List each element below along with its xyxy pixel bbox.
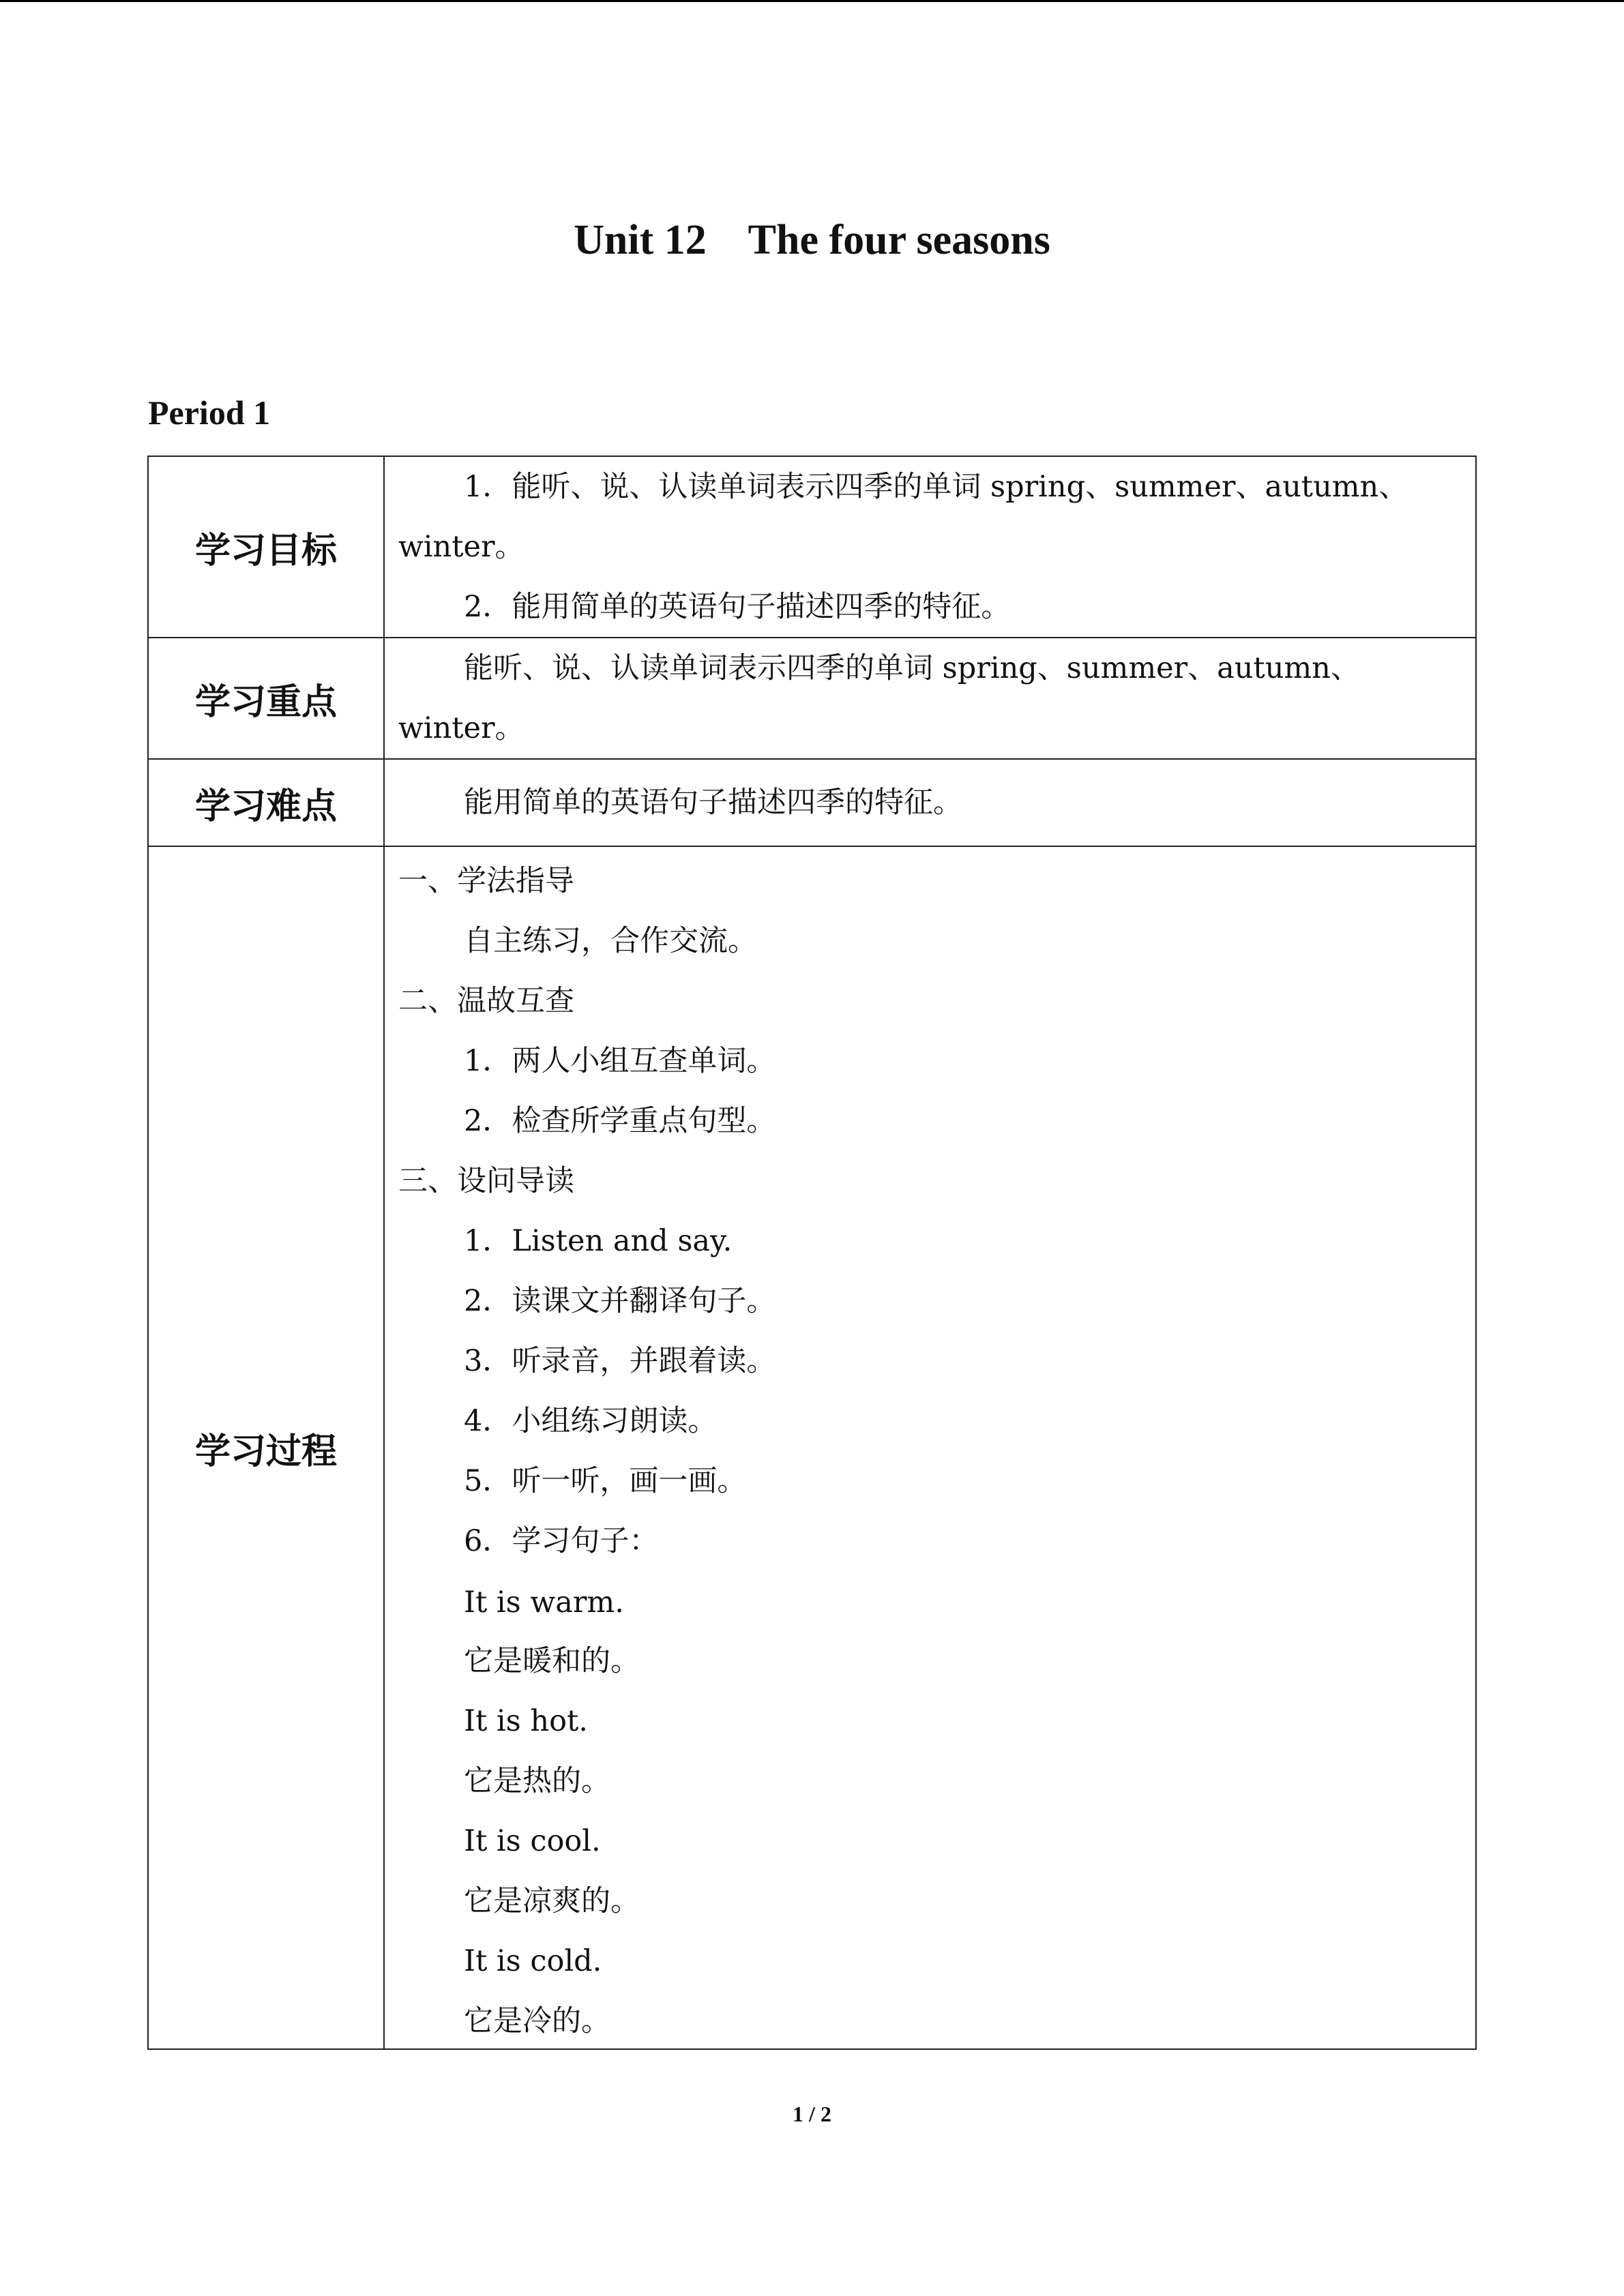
process-line: 1．两人小组互查单词。 bbox=[464, 1044, 776, 1078]
process-line: 它是冷的。 bbox=[464, 2004, 610, 2038]
page-top-border bbox=[0, 0, 1624, 2]
process-cell bbox=[384, 846, 1476, 2049]
objectives-header: 学习目标 bbox=[148, 456, 384, 638]
process-line: 它是凉爽的。 bbox=[464, 1884, 640, 1918]
process-line: It is warm. bbox=[464, 1585, 624, 1620]
process-line: 2．检查所学重点句型。 bbox=[464, 1104, 776, 1138]
table-row-process bbox=[148, 846, 1476, 2049]
process-line: 2．读课文并翻译句子。 bbox=[464, 1284, 776, 1318]
table-row-key-points bbox=[148, 638, 1476, 759]
process-line: 1．Listen and say. bbox=[464, 1224, 733, 1258]
process-line: 它是热的。 bbox=[464, 1764, 610, 1798]
process-line: 三、设问导读 bbox=[398, 1164, 574, 1198]
lesson-plan-table bbox=[147, 456, 1477, 2050]
process-line: 它是暖和的。 bbox=[464, 1644, 640, 1678]
process-line: It is cold. bbox=[464, 1944, 602, 1978]
table-row-difficulties bbox=[148, 759, 1476, 846]
process-header: 学习过程 bbox=[148, 846, 384, 2049]
process-line: 6．学习句子： bbox=[464, 1524, 659, 1558]
key-points-cell bbox=[384, 638, 1476, 759]
difficulties-cell bbox=[384, 759, 1476, 846]
process-line: It is cool. bbox=[464, 1824, 601, 1858]
process-line: 二、温故互查 bbox=[398, 984, 574, 1018]
document-title: Unit 12 The four seasons bbox=[574, 217, 1050, 263]
process-line: 一、学法指导 bbox=[398, 864, 574, 898]
period-heading: Period 1 bbox=[148, 393, 271, 432]
key-points-text: 能听、说、认读单词表示四季的单词 spring、summer、autumn、winter。 bbox=[398, 651, 1360, 745]
key-points-header: 学习重点 bbox=[148, 638, 384, 759]
page-number: 1 / 2 bbox=[793, 2102, 831, 2126]
difficulties-header: 学习难点 bbox=[148, 759, 384, 846]
process-line: 4．小组练习朗读。 bbox=[464, 1404, 718, 1438]
objectives-line-2: 2．能用简单的英语句子描述四季的特征。 bbox=[464, 590, 1011, 624]
process-line: 3．听录音，并跟着读。 bbox=[464, 1344, 776, 1378]
table-row-objectives bbox=[148, 456, 1476, 638]
process-line: 5．听一听，画一画。 bbox=[464, 1464, 747, 1498]
process-line: It is hot. bbox=[464, 1704, 588, 1738]
process-line: 自主练习，合作交流。 bbox=[464, 924, 757, 958]
objectives-line-1: 1．能听、说、认读单词表示四季的单词 spring、summer、autumn、winter。 bbox=[398, 470, 1408, 564]
objectives-cell bbox=[384, 456, 1476, 638]
difficulties-text: 能用简单的英语句子描述四季的特征。 bbox=[464, 786, 962, 820]
